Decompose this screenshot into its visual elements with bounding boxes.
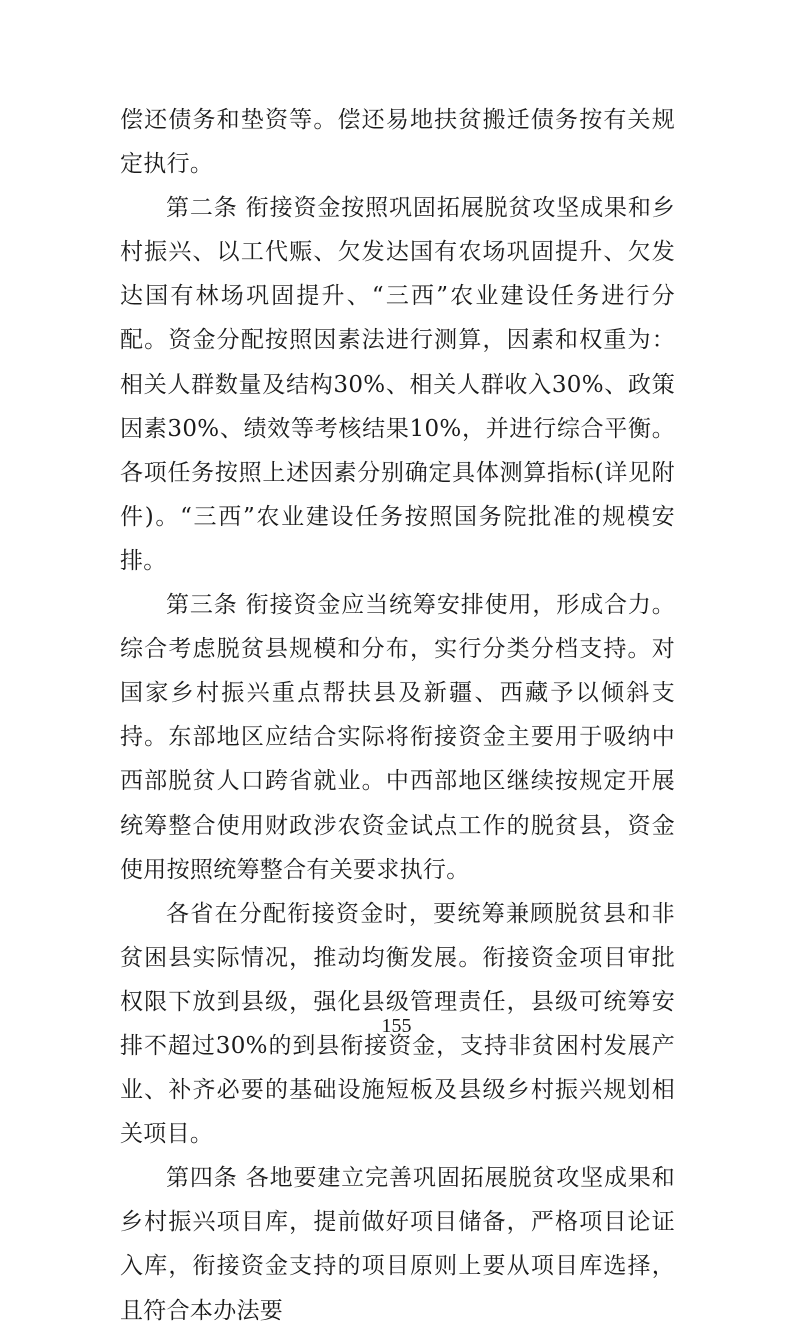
paragraph-article-4: 第四条 各地要建立完善巩固拓展脱贫攻坚成果和乡村振兴项目库，提前做好项目储备，严格项目论证入库，衔接资金支持的项目原则上要从项目库选择，且符合本办法要 (120, 1165, 675, 1324)
paragraph-continuation: 偿还债务和垫资等。偿还易地扶贫搬迁债务按有关规定执行。 (120, 107, 675, 178)
paragraph-provincial-allocation: 各省在分配衔接资金时，要统筹兼顾脱贫县和非贫困县实际情况，推动均衡发展。衔接资金项目审批权限下放到县级，强化县级管理责任，县级可统筹安排不超过30%的到县衔接资金，支持非贫困村发展产业、补齐必要的基础设施短板及县级乡村振兴规划相关项目。 (120, 900, 675, 1148)
paragraph-article-3: 第三条 衔接资金应当统筹安排使用，形成合力。综合考虑脱贫县规模和分布，实行分类分档支持。对国家乡村振兴重点帮扶县及新疆、西藏予以倾斜支持。东部地区应结合实际将衔接资金主要用于吸纳中西部脱贫人口跨省就业。中西部地区继续按规定开展统筹整合使用财政涉农资金试点工作的脱贫县，资金使用按照统筹整合有关要求执行。 (120, 592, 675, 883)
paragraph-article-2: 第二条 衔接资金按照巩固拓展脱贫攻坚成果和乡村振兴、以工代赈、欠发达国有农场巩固提升、欠发达国有林场巩固提升、“三西”农业建设任务进行分配。资金分配按照因素法进行测算，因素和权重为：相关人群数量及结构30%、相关人群收入30%、政策因素30%、绩效等考核结果10%，并进行综合平衡。各项任务按照上述因素分别确定具体测算指标(详见附件)。“三西”农业建设任务按照国务院批准的规模安排。 (120, 195, 675, 574)
page-number: 155 (381, 1015, 412, 1037)
body-text (120, 98, 675, 1333)
